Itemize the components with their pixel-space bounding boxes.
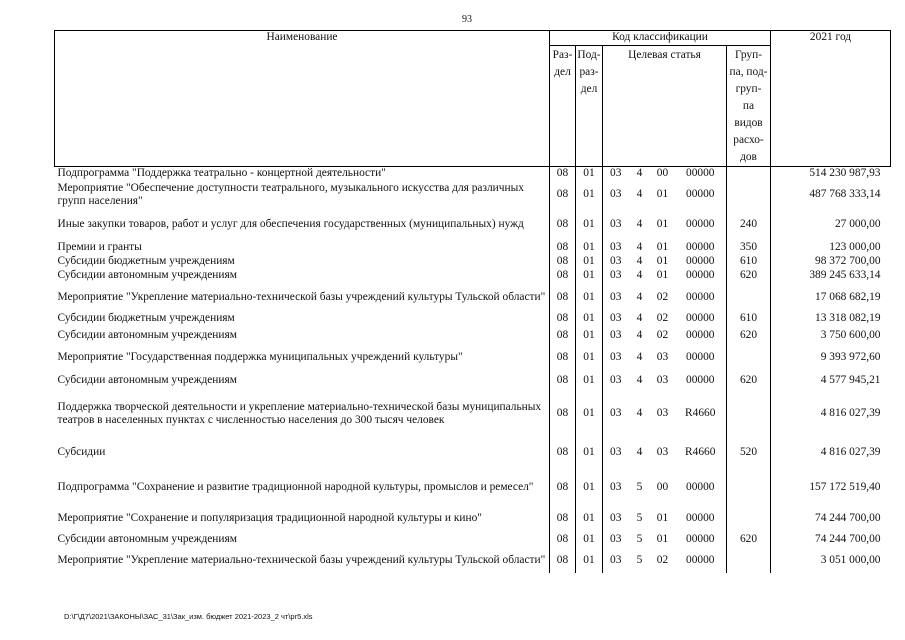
row-subsection: 01 [576,345,603,371]
row-target-event: 01 [656,512,669,524]
table-row [55,269,891,283]
row-target-direction: 00000 [675,241,727,255]
row-section: 08 [550,507,576,531]
row-amount: 13 318 082,19 [771,312,891,326]
row-target-program: 03 [603,549,629,573]
row-target-subprogram: 5 [636,481,643,493]
row-section: 08 [550,312,576,326]
row-target-direction: 00000 [675,255,727,269]
row-expense-group: 620 [727,269,771,283]
row-subsection: 01 [576,181,603,209]
row-amount: 514 230 987,93 [771,167,891,181]
row-section: 08 [550,326,576,345]
row-subsection: 01 [576,283,603,312]
table-row [55,437,891,469]
row-expense-group: 240 [727,209,771,241]
row-section: 08 [550,549,576,573]
row-target-direction: 00000 [675,507,727,531]
row-target-event: 01 [656,241,669,253]
row-subsection: 01 [576,326,603,345]
row-target-subprogram: 4 [636,255,643,267]
row-expense-group: 620 [727,531,771,549]
row-section: 08 [550,283,576,312]
row-name: Подпрограмма "Поддержка театрально - концертной деятельности" [55,167,550,181]
row-target-subprogram: 4 [636,167,643,180]
row-amount: 74 244 700,00 [771,531,891,549]
row-section: 08 [550,437,576,469]
row-section: 08 [550,345,576,371]
row-name: Мероприятие "Укрепление материально-технической базы учреждений культуры Тульской области" [55,549,550,573]
row-target-direction: 00000 [675,549,727,573]
row-amount: 487 768 333,14 [771,181,891,209]
row-target-event: 00 [656,167,669,180]
row-target-direction: 00000 [675,326,727,345]
row-name: Подпрограмма "Сохранение и развитие традиционной народной культуры, промыслов и ремесел" [55,469,550,507]
table-row [55,391,891,437]
row-target-program: 03 [603,371,629,391]
row-target-event: 01 [656,218,669,230]
table-body [55,167,891,573]
row-expense-group [727,283,771,312]
table-row [55,209,891,241]
page-number: 93 [462,14,472,25]
row-target-subprogram: 4 [636,241,643,253]
row-target-subprogram: 4 [636,218,643,230]
row-target-subprogram: 4 [636,407,643,419]
row-target-event: 02 [656,554,669,566]
table-row [55,507,891,531]
row-subsection: 01 [576,269,603,283]
table-row [55,549,891,573]
row-amount: 4 577 945,21 [771,371,891,391]
row-target-subprogram: 4 [636,351,643,363]
row-subsection: 01 [576,167,603,181]
row-name: Мероприятие "Сохранение и популяризация традиционной народной культуры и кино" [55,507,550,531]
row-name: Субсидии бюджетным учреждениям [55,312,550,326]
row-target-event: 01 [656,188,669,200]
row-amount: 74 244 700,00 [771,507,891,531]
row-target-event: 01 [656,255,669,267]
row-target-direction: 00000 [675,167,727,181]
row-target-subprogram: 4 [636,312,643,324]
row-target-direction: 00000 [675,209,727,241]
row-amount: 4 816 027,39 [771,391,891,437]
table-row [55,371,891,391]
row-expense-group: 620 [727,371,771,391]
row-amount: 157 172 519,40 [771,469,891,507]
row-name: Субсидии бюджетным учреждениям [55,255,550,269]
budget-table [54,30,891,573]
row-target-event: 03 [656,374,669,386]
row-expense-group [727,167,771,181]
row-name: Поддержка творческой деятельности и укрепление материально-технической базы муниципальных театров в населенных пунктах с численностью населения до 300 тысяч человек [55,391,550,437]
row-name: Субсидии автономным учреждениям [55,371,550,391]
row-section: 08 [550,469,576,507]
row-subsection: 01 [576,507,603,531]
table-row [55,531,891,549]
row-subsection: 01 [576,312,603,326]
row-target-event: 02 [656,312,669,324]
row-amount: 98 372 700,00 [771,255,891,269]
row-target-direction: 00000 [675,312,727,326]
row-target-direction: 00000 [675,269,727,283]
row-target-program: 03 [603,209,629,241]
row-amount: 27 000,00 [771,209,891,241]
row-expense-group [727,391,771,437]
table-row [55,469,891,507]
row-subsection: 01 [576,549,603,573]
table-row [55,283,891,312]
row-target-direction: 00000 [675,345,727,371]
row-target-direction: 00000 [675,181,727,209]
row-subsection: 01 [576,469,603,507]
row-target-program: 03 [603,437,629,469]
row-subsection: 01 [576,255,603,269]
row-target-direction: 00000 [675,371,727,391]
row-name: Субсидии автономным учреждениям [55,269,550,283]
row-target-subprogram: 4 [636,290,643,303]
row-target-program: 03 [603,326,629,345]
row-target-program: 03 [603,283,629,312]
table-row [55,345,891,371]
row-target-subprogram: 5 [636,533,643,545]
row-amount: 3 750 600,00 [771,326,891,345]
row-expense-group [727,549,771,573]
header-code-group: Код классификации [550,31,771,46]
row-target-event: 01 [656,269,669,281]
row-name: Иные закупки товаров, работ и услуг для обеспечения государственных (муниципальных) нужд [55,209,550,241]
row-section: 08 [550,181,576,209]
row-target-subprogram: 5 [636,512,643,524]
row-target-event: 03 [656,407,669,419]
row-name: Субсидии автономным учреждениям [55,531,550,549]
row-expense-group [727,507,771,531]
row-target-direction: 00000 [675,469,727,507]
row-target-program: 03 [603,167,629,181]
row-expense-group: 610 [727,312,771,326]
row-target-direction: 00000 [675,283,727,312]
header-year: 2021 год [771,31,891,167]
row-target-program: 03 [603,345,629,371]
row-amount: 3 051 000,00 [771,549,891,573]
row-section: 08 [550,531,576,549]
row-target-subprogram: 4 [636,374,643,386]
row-section: 08 [550,255,576,269]
row-target-event: 01 [656,533,669,545]
row-target-event: 02 [656,328,669,341]
row-amount: 123 000,00 [771,241,891,255]
row-section: 08 [550,391,576,437]
row-expense-group: 620 [727,326,771,345]
row-expense-group: 610 [727,255,771,269]
row-section: 08 [550,269,576,283]
row-name: Мероприятие "Обеспечение доступности театрального, музыкального искусства для различных групп населения" [55,181,550,209]
row-expense-group [727,181,771,209]
row-name: Мероприятие "Государственная поддержка муниципальных учреждений культуры" [55,345,550,371]
row-subsection: 01 [576,391,603,437]
table-row [55,167,891,181]
table-row [55,326,891,345]
header-target: Целевая статья [603,46,727,167]
row-amount: 389 245 633,14 [771,269,891,283]
row-section: 08 [550,209,576,241]
row-target-program: 03 [603,255,629,269]
row-target-program: 03 [603,469,629,507]
row-subsection: 01 [576,209,603,241]
row-target-event: 03 [656,351,669,363]
row-name: Мероприятие "Укрепление материально-технической базы учреждений культуры Тульской области" [55,283,550,312]
row-subsection: 01 [576,371,603,391]
row-target-event: 02 [656,290,669,303]
row-amount: 9 393 972,60 [771,345,891,371]
row-name: Премии и гранты [55,241,550,255]
row-amount: 17 068 682,19 [771,283,891,312]
row-expense-group: 350 [727,241,771,255]
row-expense-group: 520 [727,437,771,469]
row-target-subprogram: 4 [636,188,643,200]
row-section: 08 [550,241,576,255]
row-target-subprogram: 5 [636,554,643,566]
row-target-direction: R4660 [675,437,727,469]
row-target-program: 03 [603,312,629,326]
row-section: 08 [550,167,576,181]
row-expense-group [727,345,771,371]
row-subsection: 01 [576,437,603,469]
row-target-direction: R4660 [675,391,727,437]
row-amount: 4 816 027,39 [771,437,891,469]
table-row [55,241,891,255]
header-group: Груп- па, под- груп- па видов расхо- дов [727,46,771,167]
row-name: Субсидии автономным учреждениям [55,326,550,345]
table-row [55,181,891,209]
table-row [55,255,891,269]
row-target-subprogram: 4 [636,328,643,341]
row-target-event: 03 [656,446,669,458]
row-target-program: 03 [603,531,629,549]
file-path-footer: D:\Г\Д7\2021\ЗАКОНЫ\ЗАС_31\Зак_изм. бюджет 2021-2023_2 чт\pr5.xls [64,612,313,621]
row-section: 08 [550,371,576,391]
row-target-subprogram: 4 [636,446,643,458]
table-row [55,312,891,326]
row-target-program: 03 [603,269,629,283]
header-section: Раз- дел [550,46,576,167]
row-target-program: 03 [603,181,629,209]
row-subsection: 01 [576,241,603,255]
row-target-program: 03 [603,507,629,531]
row-target-subprogram: 4 [636,269,643,281]
header-name: Наименование [55,31,550,167]
row-target-program: 03 [603,391,629,437]
row-target-direction: 00000 [675,531,727,549]
row-name: Субсидии [55,437,550,469]
row-subsection: 01 [576,531,603,549]
header-subsection: Под- раз- дел [576,46,603,167]
row-target-program: 03 [603,241,629,255]
row-expense-group [727,469,771,507]
row-target-event: 00 [656,481,669,493]
